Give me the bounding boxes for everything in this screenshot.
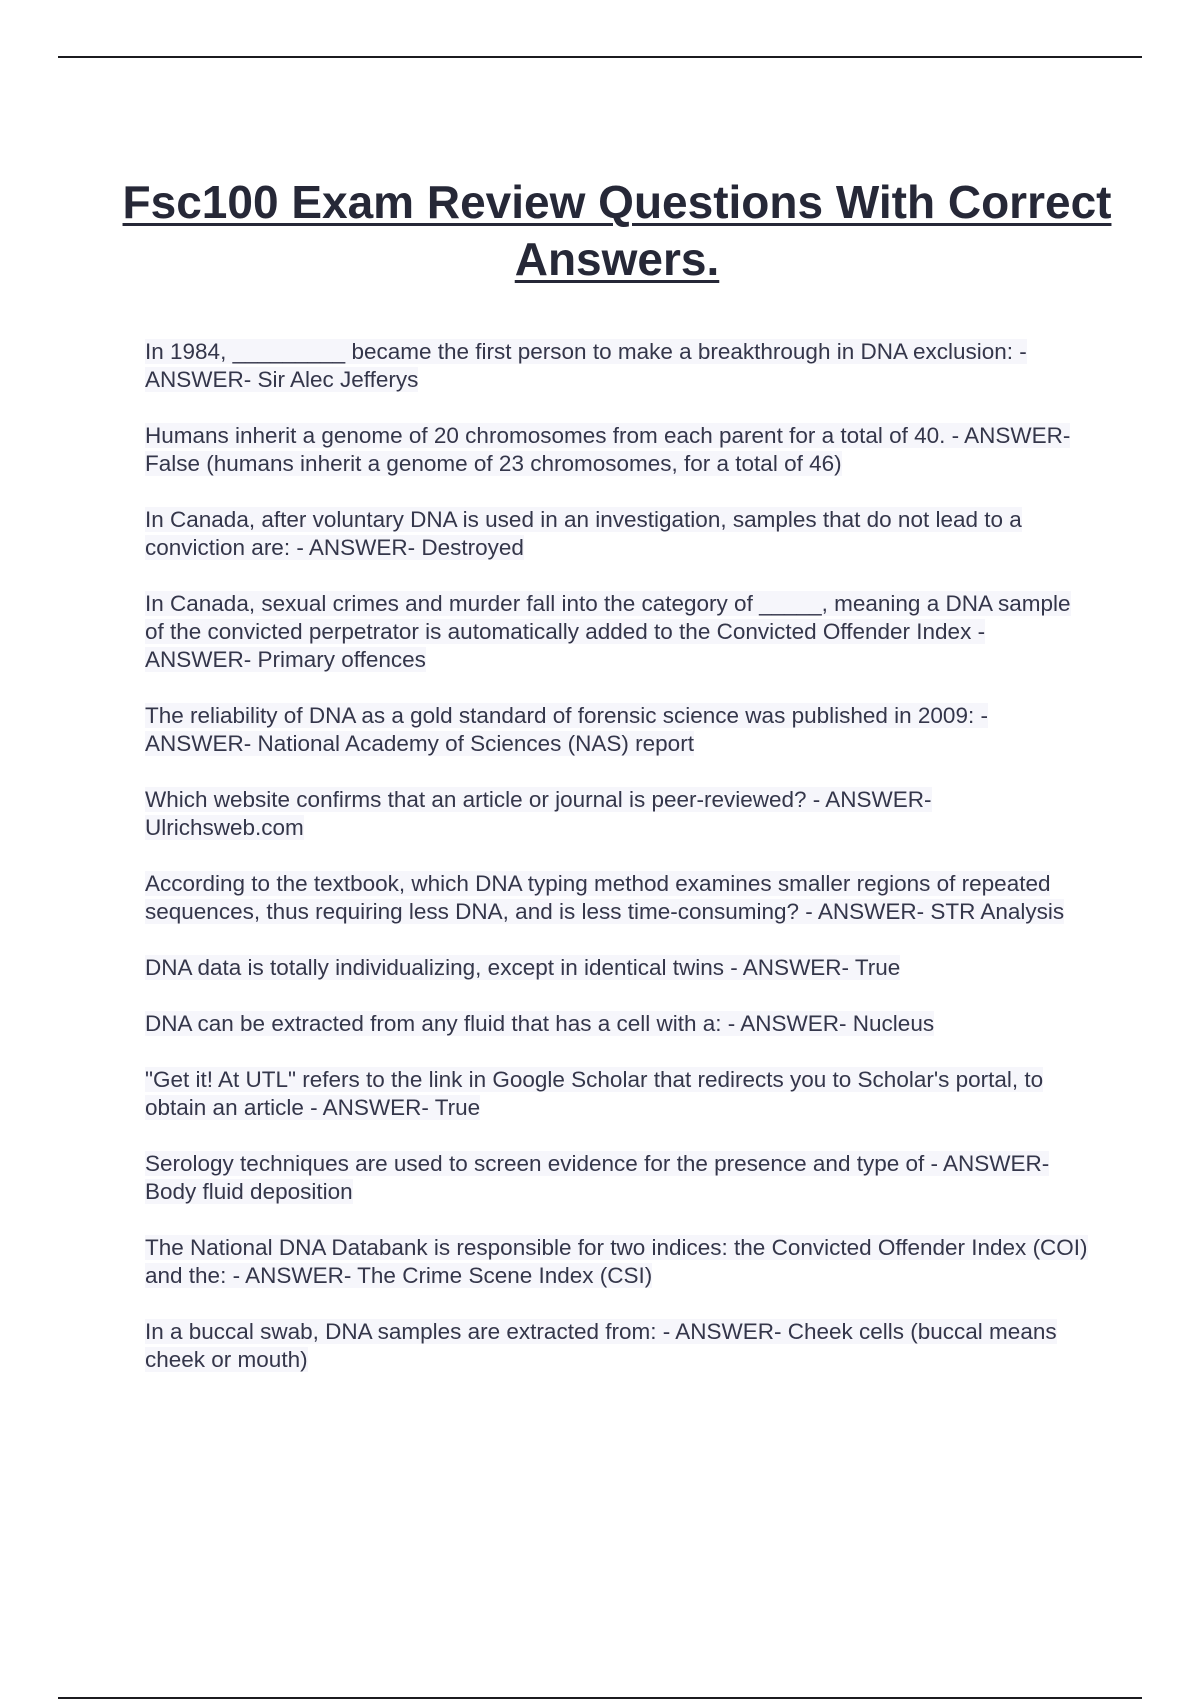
- qa-text: In Canada, after voluntary DNA is used in an investigation, samples that do not lead to a conviction are: - ANSWER- Destroyed: [145, 507, 1022, 560]
- qa-text: In a buccal swab, DNA samples are extracted from: - ANSWER- Cheek cells (buccal means cheek or mouth): [145, 1319, 1057, 1372]
- qa-text: DNA data is totally individualizing, except in identical twins - ANSWER- True: [145, 955, 901, 980]
- qa-item: [145, 590, 1095, 674]
- qa-item: [145, 338, 1095, 394]
- header-rule: [58, 56, 1142, 58]
- qa-item: [145, 1318, 1095, 1374]
- qa-item: [145, 786, 1095, 842]
- qa-text: The reliability of DNA as a gold standard of forensic science was published in 2009: - ANSWER- National Academy of Sciences (NAS) report: [145, 703, 988, 756]
- qa-text: "Get it! At UTL" refers to the link in Google Scholar that redirects you to Scholar's portal, to obtain an article - ANSWER- True: [145, 1067, 1044, 1120]
- qa-list: [145, 338, 1095, 1402]
- qa-text: The National DNA Databank is responsible for two indices: the Convicted Offender Index (COI) and the: - ANSWER- The Crime Scene Index (CSI): [145, 1235, 1088, 1288]
- qa-item: [145, 1010, 1095, 1038]
- qa-item: [145, 954, 1095, 982]
- qa-text: Humans inherit a genome of 20 chromosomes from each parent for a total of 40. - ANSWER- False (humans inherit a genome of 23 chromosomes, for a total of 46): [145, 423, 1071, 476]
- qa-text: Which website confirms that an article or journal is peer-reviewed? - ANSWER- Ulrichsweb.com: [145, 787, 932, 840]
- qa-item: [145, 1150, 1095, 1206]
- qa-text: According to the textbook, which DNA typing method examines smaller regions of repeated sequences, thus requiring less DNA, and is less time-consuming? - ANSWER- STR Analysis: [145, 871, 1065, 924]
- qa-item: [145, 422, 1095, 478]
- page-title: Fsc100 Exam Review Questions With Correct Answers.: [122, 176, 1112, 285]
- qa-text: Serology techniques are used to screen evidence for the presence and type of - ANSWER- Body fluid deposition: [145, 1151, 1050, 1204]
- qa-text: DNA can be extracted from any fluid that has a cell with a: - ANSWER- Nucleus: [145, 1011, 935, 1036]
- qa-text: In Canada, sexual crimes and murder fall into the category of _____, meaning a DNA sample of the convicted perpetrator is automatically added to the Convicted Offender Index - ANSWER- Primary offences: [145, 591, 1071, 672]
- qa-item: [145, 702, 1095, 758]
- qa-item: [145, 1066, 1095, 1122]
- qa-text: In 1984, _________ became the first person to make a breakthrough in DNA exclusion: - ANSWER- Sir Alec Jefferys: [145, 339, 1027, 392]
- qa-item: [145, 506, 1095, 562]
- qa-item: [145, 1234, 1095, 1290]
- qa-item: [145, 870, 1095, 926]
- footer-rule: [58, 1697, 1142, 1699]
